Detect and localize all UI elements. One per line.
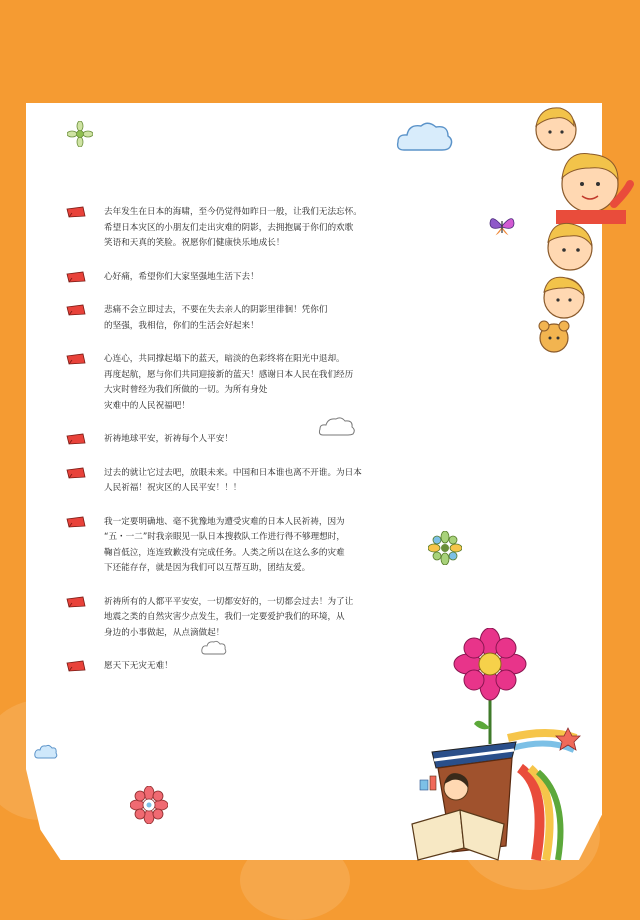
letter-text-line: 大灾时曾经为我们所做的一切。为所有身处	[104, 385, 268, 395]
letter-text-line: 灾难中的人民祝福吧！	[104, 400, 190, 411]
letter-entry	[64, 270, 436, 286]
letter-text-line: 鞠首低泣，连连致歉没有完成任务。人类之所以在这么多的灾难	[104, 547, 345, 558]
letter-text-line: 过去的就让它过去吧，放眼未来。中国和日本谁也离不开谁。为日本	[104, 467, 362, 478]
flag-icon	[66, 596, 86, 608]
letter-text-line: 地震之类的自然灾害少点发生，我们一定要爱护我们的环境，从	[104, 612, 345, 622]
flag-icon	[66, 353, 86, 365]
letter-text-line: 身边的小事做起，从点滴做起！	[104, 627, 225, 638]
letter-entry	[64, 205, 436, 252]
flower-icon	[67, 121, 93, 147]
cloud-icon	[34, 744, 58, 760]
butterfly-icon	[488, 213, 516, 239]
flag-icon	[66, 516, 86, 528]
flag-icon	[66, 304, 86, 316]
letter-text-line: 祈祷地球平安，祈祷每个人平安！	[104, 434, 233, 444]
letter-entry	[64, 466, 436, 497]
letter-text-line: 心好痛，希望你们大家坚强地生活下去！	[104, 271, 259, 282]
flag-icon	[66, 660, 86, 672]
letter-entry	[64, 432, 436, 448]
cartoon-kids-illustration	[526, 92, 638, 354]
letter-text-line: 笑语和天真的笑脸。祝愿你们健康快乐地成长！	[104, 238, 285, 248]
flower-icon	[130, 786, 168, 824]
flag-icon	[66, 467, 86, 479]
letter-text-line: 祈祷所有的人都平平安安，一切都安好的，一切都会过去！为了让	[104, 596, 354, 607]
flag-icon	[66, 433, 86, 445]
letter-text-line: 的坚强，我相信，你们的生活会好起来！	[104, 320, 259, 331]
letter-text-line: 人民祈福！祝灾区的人民平安！！！	[104, 483, 242, 493]
flag-icon	[66, 271, 86, 283]
flag-icon	[66, 206, 86, 218]
letter-entry	[64, 659, 436, 675]
letter-entries	[64, 205, 436, 693]
letter-text-line: 再度起航，愿与你们共同迎接新的蓝天！感谢日本人民在我们经历	[104, 369, 354, 380]
letter-text-line: 希望日本灾区的小朋友们走出灾难的阴影，去拥抱属于你们的欢歌	[104, 222, 354, 233]
letter-entry	[64, 352, 436, 414]
letter-text-line: 我一定要明确地、毫不犹豫地为遭受灾难的日本人民祈祷，因为	[104, 516, 345, 527]
letter-text-line: 心连心，共同撑起塌下的蓝天，暗淡的色彩终将在阳光中退却。	[104, 354, 345, 364]
letter-entry	[64, 515, 436, 577]
letter-entry	[64, 595, 436, 642]
letter-text-line: 下还能存存，就是因为我们可以互帮互助，团结友爱。	[104, 563, 311, 573]
letter-text-line: 去年发生在日本的海啸，至今仍觉得如昨日一般，让我们无法忘怀。	[104, 207, 362, 217]
letter-text-line: “五・一二”时我亲眼见一队日本搜救队工作进行得不够理想时，	[104, 532, 345, 542]
letter-text-line: 愿天下无灾无难！	[104, 661, 173, 671]
cloud-icon	[396, 120, 454, 154]
letter-entry	[64, 303, 436, 334]
letter-text-line: 悲痛不会立即过去，不要在失去亲人的阴影里徘徊！凭你们	[104, 305, 328, 315]
